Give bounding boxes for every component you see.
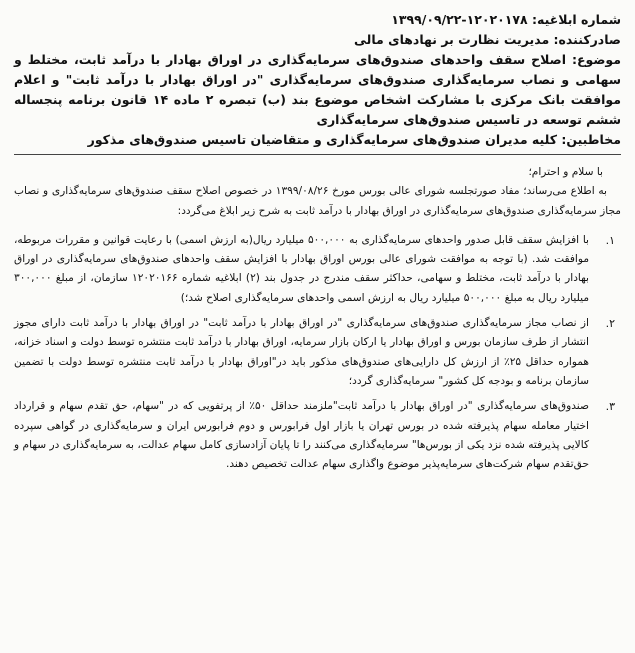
notice-body: [14, 163, 621, 474]
intro-paragraph: به اطلاع می‌رساند؛ مفاد صورتجلسه شورای عالی بورس مورخ ۱۳۹۹/۰۸/۲۶ در خصوص اصلاح سقف صندوق‌های سرمایه‌گذاری و نصاب مجاز سرمایه‌گذاری صندوق‌های سرمایه‌گذاری در اوراق بهادار با درآمد ثابت به شرح زیر ابلاغ می‌گردد:: [14, 185, 621, 217]
header-divider: [14, 154, 621, 155]
item-text: از نصاب مجاز سرمایه‌گذاری صندوق‌های سرمایه‌گذاری "در اوراق بهادار با درآمد ثابت" در اوراق بهادار با درآمد ثابت دارای مجوز انتشار از طرف سازمان بورس و اوراق بهادار یا ارکان بازار سرمایه، اوراق بهادار با درآمد ثابت منتشره توسط دولت و اسناد خزانه، همواره حداقل ۲۵٪ از ارزش کل دارایی‌های صندوق‌های مذکور باید در"اوراق بهادار با درآمد ثابت منتشره توسط دولت با تضمین سازمان برنامه و بودجه کل کشور" سرمایه‌گذاری گردد؛: [14, 317, 589, 387]
issuer: صادرکننده: مدیریت نظارت بر نهادهای مالی: [353, 32, 621, 47]
list-item: [14, 314, 621, 391]
item-number: ۲.: [605, 317, 615, 331]
item-number: ۳.: [605, 400, 615, 414]
greeting: با سلام و احترام؛: [528, 166, 603, 178]
notice-number: شماره ابلاغیه: ۱۲۰۲۰۱۷۸-۱۳۹۹/۰۹/۲۲: [391, 12, 621, 27]
addressees: مخاطبین: کلیه مدیران صندوق‌های سرمایه‌گذاری و متقاضیان تاسیس صندوق‌های مذکور: [87, 132, 621, 147]
list-item: [14, 231, 621, 308]
notice-header: [14, 10, 621, 150]
item-number: ۱.: [605, 233, 615, 247]
item-text: صندوق‌های سرمایه‌گذاری "در اوراق بهادار با درآمد ثابت"ملزمند حداقل ۵۰٪ از پرتفویی که در "سهام، حق تقدم سهام و قرارداد اختیار معامله سهام پذیرفته شده در بورس تهران یا بازار اول فرابورس و دوم فرابورس ایران و سرمایه‌گذاری در گواهی سپرده کالایی پذیرفته شده نزد یکی از بورس‌ها" سرمایه‌گذاری می‌کنند را تا پایان آزادسازی کامل سهام عدالت، به سرمایه‌گذاری در سهام و حق‌تقدم سهام شرکت‌های سرمایه‌پذیر موضوع واگذاری سهام عدالت تخصیص دهند.: [14, 400, 589, 471]
subject: موضوع: اصلاح سقف واحدهای صندوق‌های سرمایه‌گذاری در اوراق بهادار با درآمد ثابت، مختلط و سهامی و نصاب سرمایه‌گذاری صندوق‌های سرمایه‌گذاری "در اوراق بهادار با درآمد ثابت" و اعلام موافقت بانک مرکزی با مشارکت اشخاص موضوع بند (ب) تبصره ۲ ماده ۱۴ قانون برنامه پنجساله ششم توسعه در تاسیس صندوق‌های سرمایه‌گذاری: [14, 52, 621, 127]
item-text: با افزایش سقف قابل صدور واحدهای سرمایه‌گذاری به ۵۰۰,۰۰۰ میلیارد ریال(به ارزش اسمی) با رعایت قوانین و مقررات مربوطه، موافقت شد. (با توجه به موافقت شورای عالی بورس اوراق بهادار با افزایش سقف واحدهای صندوق‌های سرمایه‌گذاری در اوراق بهادار با درآمد ثابت، مختلط و سهامی، حداکثر سقف مندرج در جدول بند (۲) ابلاغیه شماره ۱۲۰۲۰۱۶۶ سازمان، از مبلغ ۳۰۰,۰۰۰ میلیارد ریال به مبلغ ۵۰۰,۰۰۰ میلیارد ریال به ارزش اسمی واحدهای سرمایه‌گذاری اصلاح شد؛): [14, 233, 589, 304]
list-item: [14, 397, 621, 474]
